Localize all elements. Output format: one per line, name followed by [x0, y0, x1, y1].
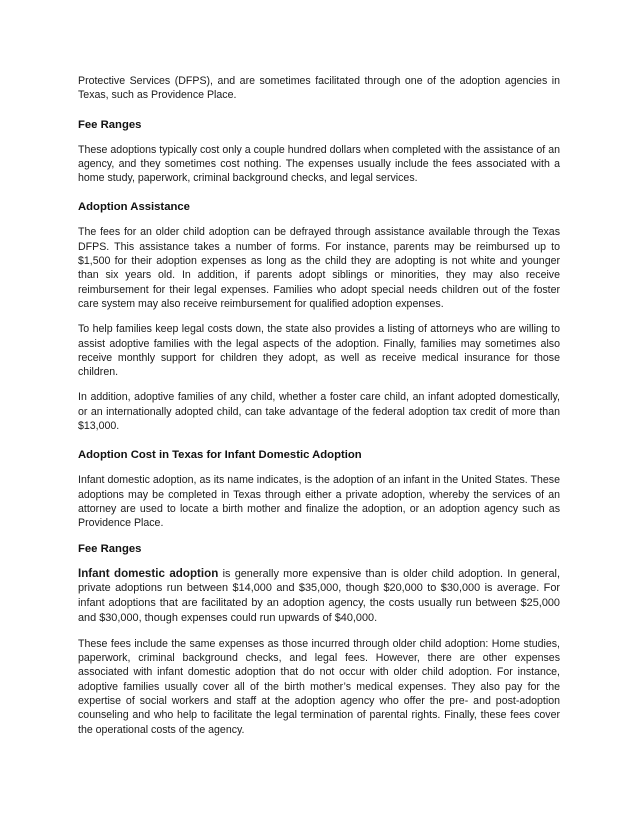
fee-ranges-paragraph: These adoptions typically cost only a couple hundred dollars when completed with the assistance of an agency, and they sometimes cost nothing. The expenses usually include the fees associated with a home study, paperwork, criminal background checks, and legal services. — [78, 143, 560, 185]
infant-fees-detail-paragraph: These fees include the same expenses as those incurred through older child adoption: Home studies, paperwork, criminal background checks, and legal fees. However, there are other expenses associated with infant domestic adoption that do not occur with older child adoption. For instance, adoptive families usually cover all of the birth mother’s medical expenses. They also pay for the expertise of social workers and staff at the adoption agency who offer the pre- and post-adoption counseling and who help to facilitate the legal termination of parental rights. Finally, these fees cover the operational costs of the agency. — [78, 637, 560, 736]
heading-infant-domestic-adoption: Adoption Cost in Texas for Infant Domestic Adoption — [78, 449, 362, 462]
document-page — [78, 74, 560, 737]
heading-adoption-assistance: Adoption Assistance — [78, 201, 190, 214]
infant-fee-ranges-paragraph — [78, 567, 560, 626]
heading-fee-ranges: Fee Ranges — [78, 118, 142, 131]
assistance-paragraph-2: To help families keep legal costs down, the state also provides a listing of attorneys who are willing to assist adoptive families with the legal aspects of the adoption. Finally, families may sometimes also receive monthly support for children they adopt, as well as receive medical insurance for those children. — [78, 323, 560, 379]
heading-fee-ranges-infant: Fee Ranges — [78, 542, 142, 555]
assistance-paragraph-3: In addition, adoptive families of any child, whether a foster care child, an infant adopted domestically, or an internationally adopted child, can take advantage of the federal adoption tax credit of more than $13,000. — [78, 391, 560, 433]
bold-lead-text: Infant domestic adoption — [78, 566, 219, 580]
intro-paragraph: Protective Services (DFPS), and are sometimes facilitated through one of the adoption agencies in Texas, such as Providence Place. — [78, 75, 560, 102]
infant-fee-ranges-text: is generally more expensive than is older child adoption. In general, private adoptions run between $14,000 and $35,000, though $20,000 to $30,000 is average. For infant adoptions that are facilitated by an adoption agency, the costs usually run between $25,000 and $30,000, though expenses could run upwards of $40,000. — [78, 567, 561, 624]
infant-domestic-paragraph: Infant domestic adoption, as its name indicates, is the adoption of an infant in the United States. These adoptions may be completed in Texas through either a private adoption, whereby the services of an attorney are used to locate a birth mother and finalize the adoption, or an adoption agency such as Providence Place. — [78, 474, 560, 530]
assistance-paragraph-1: The fees for an older child adoption can be defrayed through assistance available through the Texas DFPS. This assistance takes a number of forms. For instance, parents may be reimbursed up to $1,500 for their adoption expenses as long as the child they are adopting is not white and younger than six years old. In addition, if parents adopt siblings or minorities, they may also receive reimbursement for their legal expenses. Families who adopt special needs children out of the foster care system may also receive reimbursement for qualified adoption expenses. — [78, 226, 560, 310]
